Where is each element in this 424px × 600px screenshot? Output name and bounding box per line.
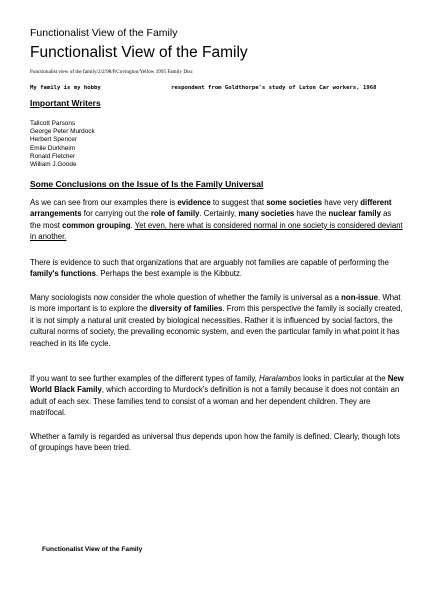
hobby-quote: My family is my hobby [30, 85, 101, 91]
conclusion-paragraph-3: Many sociologists now consider the whole question of whether the family is universal as a non-issue. What is more important is to explore the diversity of families. From this perspective the family is socially created, it is not simply a natural unit created by biological necessities. Rather it is influenced by social factors, the cultural norms of society, the prevailing economic system, and even the particular family in what point it has reached in its life cycle. [30, 293, 403, 348]
conclusion-paragraph-2: There is evidence to such that organizations that are arguably not families are capable of performing the family's functions. Perhaps the best example is the Kibbutz. [30, 258, 389, 279]
writer-name: Ronald Fletcher [30, 152, 76, 160]
running-footer: Functionalist View of the Family [42, 546, 143, 553]
conclusion-paragraph-1: As we can see from our examples there is evidence to suggest that some societies have very different arrangements for carrying out the role of family. Certainly, many societies have the nuclear family as the most common grouping. Yet even, here what is considered normal in one society is considered deviant in another. [30, 198, 403, 242]
page-title: Functionalist View of the Family [30, 44, 248, 61]
conclusion-paragraph-4: If you want to see further examples of the different types of family, Haralambos looks in particular at the New World Black Family, which according to Murdock's definition is not a family because it does not contain an adult of each sex. These families tend to consist of a woman and her dependent children. They are matrifocal. [30, 374, 404, 418]
writers-list [30, 120, 95, 169]
conclusion-paragraph-5: Whether a family is regarded as universal thus depends upon how the family is defined. Clearly, though lots of groupings have been tried. [30, 432, 400, 453]
conclusions-heading: Some Conclusions on the Issue of Is the Family Universal [30, 179, 264, 189]
document-meta-line: Functionalist view of the family/2/2/98/P.Covington/Yellow 1995 Family Disc [30, 69, 193, 75]
writers-heading: Important Writers [30, 98, 101, 108]
running-header: Functionalist View of the Family [30, 27, 178, 39]
writer-name: Emile Durkheim [30, 144, 76, 152]
hobby-quote-source: respondent from Goldthorpe's study of Luton Car workers, 1968 [171, 85, 377, 91]
writer-name: Tallcott Parsons [30, 120, 76, 127]
writer-name: George Peter Murdock [30, 128, 95, 136]
writer-name: Herbert Spencer [30, 136, 77, 144]
writer-name: William J.Goode [30, 161, 77, 169]
